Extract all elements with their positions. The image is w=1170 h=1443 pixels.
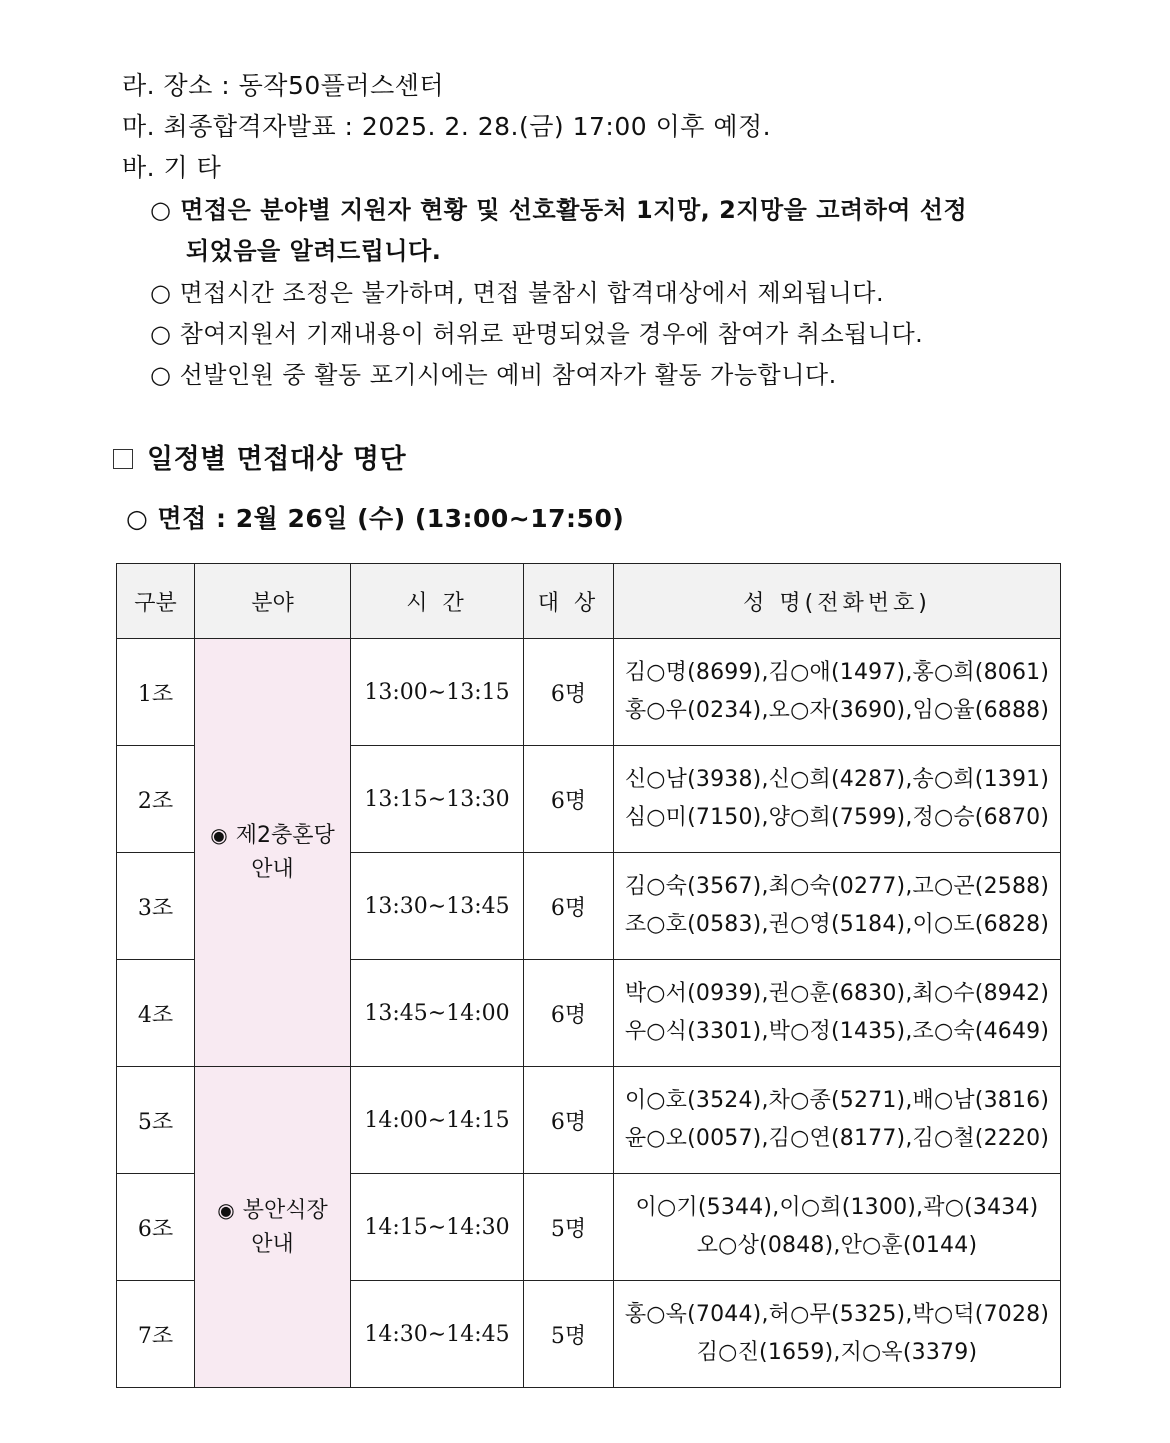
count-cell: 5명 <box>524 1281 614 1388</box>
section-title: 일정별 면접대상 명단 <box>113 437 406 476</box>
time-cell: 13:45~14:00 <box>351 960 524 1067</box>
group-cell: 4조 <box>117 960 195 1067</box>
names-cell: 이○기(5344),이○희(1300),곽○(3434) 오○상(0848),안○훈(0144) <box>614 1174 1061 1281</box>
bullet-icon: ◉ <box>210 823 228 847</box>
names-cell: 김○명(8699),김○애(1497),홍○희(8061) 홍○우(0234),오○자(3690),임○율(6888) <box>614 639 1061 746</box>
count-cell: 6명 <box>524 853 614 960</box>
time-cell: 13:30∼13:45 <box>351 853 524 960</box>
group-cell: 7조 <box>117 1281 195 1388</box>
interview-schedule-table <box>116 563 1061 1388</box>
time-cell: 13:15∼13:30 <box>351 746 524 853</box>
field-cell-enshrinement-hall: ◉ 봉안식장 안내 <box>195 1067 351 1388</box>
time-cell: 14:00∼14:15 <box>351 1067 524 1174</box>
time-cell: 14:30∼14:45 <box>351 1281 524 1388</box>
group-cell: 1조 <box>117 639 195 746</box>
names-cell: 박○서(0939),권○훈(6830),최○수(8942) 우○식(3301),박○정(1435),조○숙(4649) <box>614 960 1061 1067</box>
bullet-icon: ◉ <box>217 1197 235 1222</box>
names-cell: 김○숙(3567),최○숙(0277),고○곤(2588) 조○호(0583),권○영(5184),이○도(6828) <box>614 853 1061 960</box>
note-1: ○ 면접은 분야별 지원자 현황 및 선호활동처 1지망, 2지망을 고려하여 선정 <box>150 196 968 224</box>
table-row <box>117 639 1061 746</box>
item-announce: 마. 최종합격자발표 : 2025. 2. 28.(금) 17:00 이후 예정. <box>122 112 772 141</box>
group-cell: 5조 <box>117 1067 195 1174</box>
header-names: 성 명(전화번호) <box>614 564 1061 639</box>
checkbox-square-icon <box>113 449 133 469</box>
interview-date-line: ○ 면접 : 2월 26일 (수) (13:00∼17:50) <box>126 504 625 533</box>
item-etc: 바. 기 타 <box>122 153 222 182</box>
note-1-cont: 되었음을 알려드립니다. <box>186 237 442 265</box>
count-cell: 6명 <box>524 746 614 853</box>
time-cell: 13:00∼13:15 <box>351 639 524 746</box>
note-2: ○ 면접시간 조정은 불가하며, 면접 불참시 합격대상에서 제외됩니다. <box>150 279 885 307</box>
header-time: 시 간 <box>351 564 524 639</box>
note-4: ○ 선발인원 중 활동 포기시에는 예비 참여자가 활동 가능합니다. <box>150 361 837 389</box>
note-3: ○ 참여지원서 기재내용이 허위로 판명되었을 경우에 참여가 취소됩니다. <box>150 320 924 348</box>
table-header-row <box>117 564 1061 639</box>
count-cell: 6명 <box>524 639 614 746</box>
item-place: 라. 장소 : 동작50플러스센터 <box>122 71 445 100</box>
time-cell: 14:15∼14:30 <box>351 1174 524 1281</box>
names-cell: 홍○옥(7044),허○무(5325),박○덕(7028) 김○진(1659),지○옥(3379) <box>614 1281 1061 1388</box>
count-cell: 6명 <box>524 1067 614 1174</box>
header-field: 분야 <box>195 564 351 639</box>
group-cell: 3조 <box>117 853 195 960</box>
table-row <box>117 1067 1061 1174</box>
names-cell: 신○남(3938),신○희(4287),송○희(1391) 심○미(7150),양○희(7599),정○승(6870) <box>614 746 1061 853</box>
header-count: 대 상 <box>524 564 614 639</box>
names-cell: 이○호(3524),차○종(5271),배○남(3816) 윤○오(0057),김○연(8177),김○철(2220) <box>614 1067 1061 1174</box>
count-cell: 6명 <box>524 960 614 1067</box>
group-cell: 6조 <box>117 1174 195 1281</box>
group-cell: 2조 <box>117 746 195 853</box>
header-group: 구분 <box>117 564 195 639</box>
field-cell-memorial-hall: ◉ 제2충혼당 안내 <box>195 639 351 1067</box>
count-cell: 5명 <box>524 1174 614 1281</box>
